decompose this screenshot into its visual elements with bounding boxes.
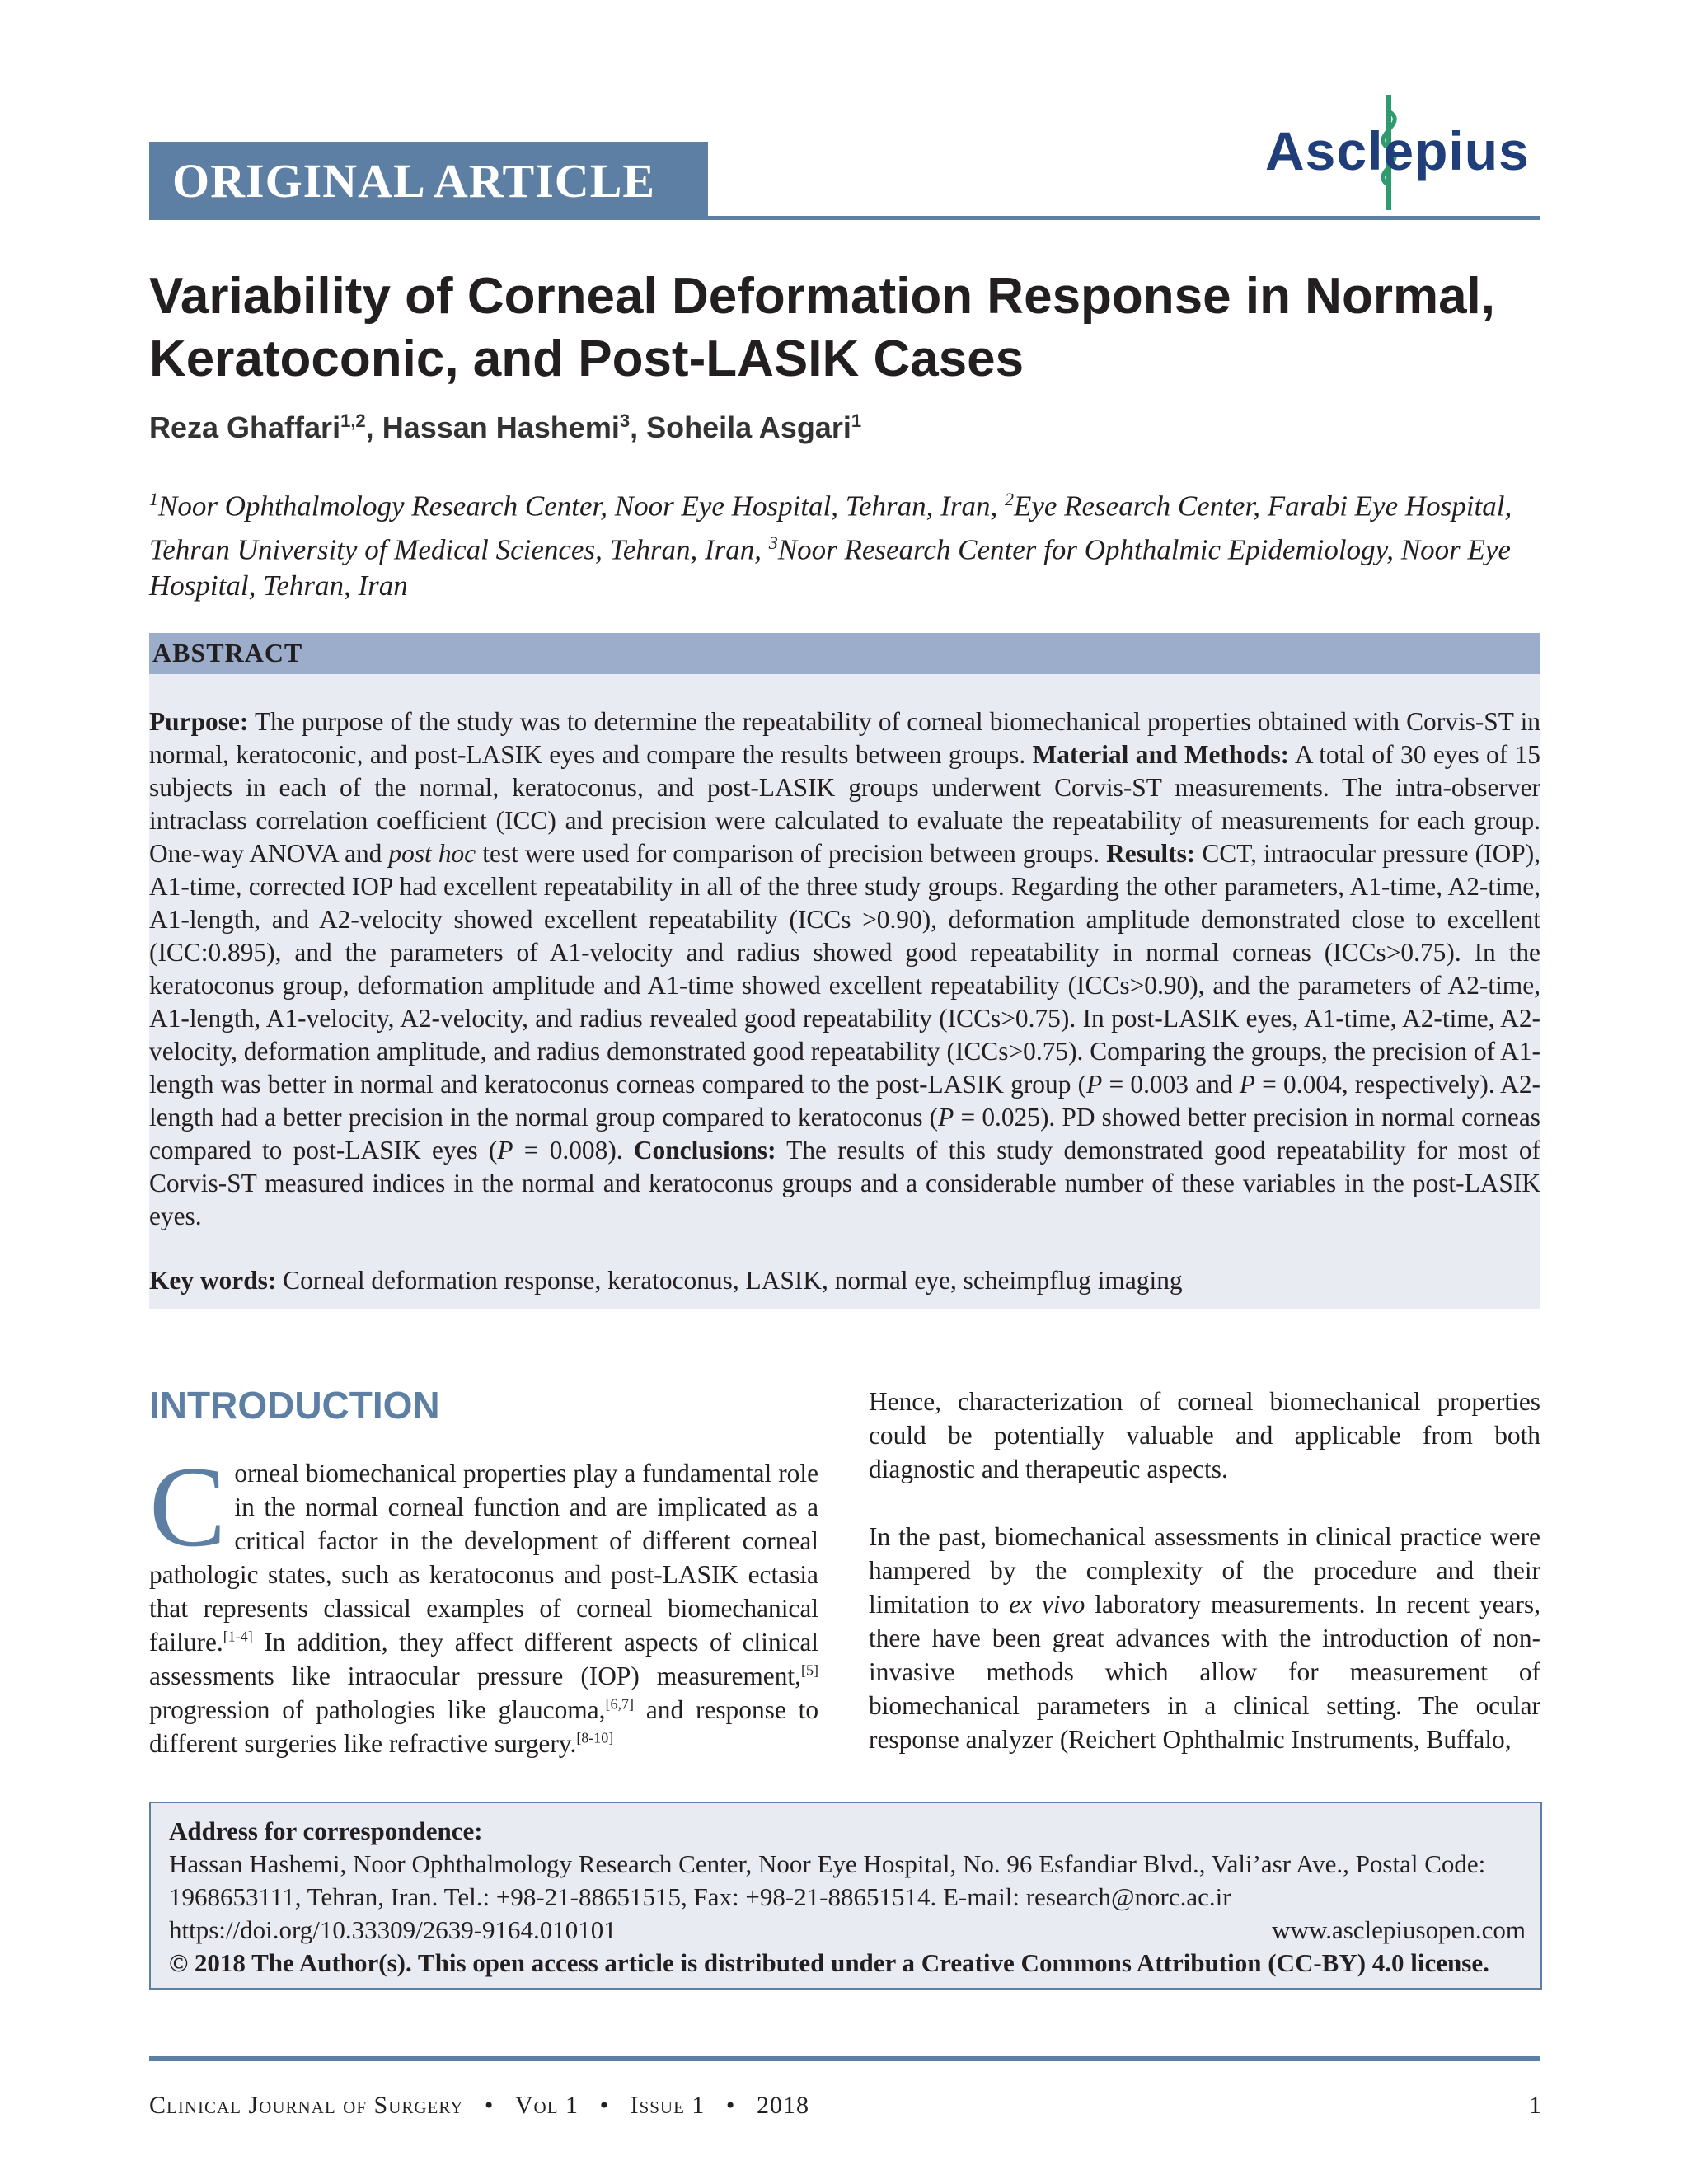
keywords-label: Key words:: [149, 1266, 277, 1295]
paragraph-gap: [869, 1486, 1540, 1520]
year: 2018: [756, 2092, 809, 2119]
header-rule: [149, 216, 1540, 220]
abstract-results: = 0.008).: [513, 1136, 634, 1165]
license-text: © 2018 The Author(s). This open access article is distributed under a Creative Commons Attribution (CC-BY) 4.0 license.: [169, 1948, 1489, 1977]
affiliation-text: Noor Ophthalmology Research Center, Noor Eye Hospital, Tehran, Iran,: [158, 490, 1005, 523]
doi-link[interactable]: https://doi.org/10.33309/2639-9164.010101: [169, 1915, 617, 1944]
abstract-heading: ABSTRACT: [152, 638, 303, 668]
correspondence-label: Address for correspondence:: [169, 1816, 483, 1845]
abstract-text: [149, 705, 1540, 1233]
drop-cap: C: [149, 1443, 227, 1571]
citation-ref: [5]: [801, 1661, 818, 1679]
issue: Issue 1: [630, 2092, 706, 2119]
author-affil-sup: 3: [619, 410, 631, 431]
author-affil-sup: 1,2: [340, 410, 366, 431]
abstract-purpose-label: Purpose:: [149, 707, 249, 736]
p-value-symbol: P: [938, 1103, 954, 1132]
citation-ref: [8-10]: [576, 1729, 614, 1746]
publisher-logo-text: Asclepius: [1265, 120, 1530, 181]
correspondence-box: [149, 1802, 1542, 1990]
citation-ref: [6,7]: [605, 1695, 635, 1713]
keywords: [149, 1266, 1183, 1296]
abstract-purpose: The purpose of the study was to determine the repeatability of corneal biomechanical properties obtained with Corvis-ST in normal, keratoconic, and post-LASIK eyes and compare the results between groups.: [149, 707, 1540, 769]
p-value-symbol: P: [1086, 1070, 1103, 1099]
abstract-methods-label: Material and Methods:: [1032, 740, 1290, 769]
page-number: 1: [1529, 2092, 1541, 2119]
author-affil-sup: 1: [851, 410, 862, 431]
doi-row: [169, 1914, 1526, 1947]
article-type-banner: [149, 142, 708, 218]
body-text: orneal biomechanical properties play a fundamental role in the normal corneal function and are implicated as a critical factor in the development of different corneal pathologic states, such as keratoconus and post-LASIK ectasia that represents classical examples of corneal biomechanical failure.: [149, 1459, 818, 1657]
citation-ref: [1-4]: [223, 1628, 253, 1645]
abstract-heading-bar: [149, 633, 1540, 674]
affiliations: [149, 481, 1550, 604]
abstract-results: = 0.004, respectively). A2-length had a better precision in the normal group compared to keratoconus (: [149, 1070, 1540, 1132]
abstract-methods: test were used for comparison of precision between groups.: [476, 839, 1107, 868]
affiliation-sup: 1: [149, 489, 158, 509]
author-name: Reza Ghaffari: [149, 410, 341, 444]
body-text: laboratory measurements. In recent years, there have been great advances with the introduction of non-invasive methods which allow for measurement of biomechanical parameters in a clinical setting. The ocular response analyzer (Reichert Ophthalmic Instruments, Buffalo,: [869, 1590, 1540, 1754]
body-paragraph: [869, 1520, 1540, 1756]
author-name: Soheila Asgari: [646, 410, 851, 444]
footer-citation: [149, 2092, 809, 2120]
body-column-right: [869, 1385, 1540, 1756]
journal-name: Clinical Journal of Surgery: [149, 2092, 464, 2119]
body-text: progression of pathologies like glaucoma,: [149, 1695, 606, 1724]
affiliation-text: Noor Research Center for Ophthalmic Epidemiology, Noor Eye Hospital, Tehran, Iran: [149, 533, 1511, 602]
author-separator: ,: [630, 410, 647, 444]
p-value-symbol: P: [497, 1136, 513, 1165]
abstract-methods: A total of 30 eyes of 15 subjects in each of the normal, keratoconus, and post-LASIK groups underwent Corvis-ST measurements. The intra-observer intraclass correlation coefficient (ICC) and precision were calculated to evaluate the repeatability of measurements for each group. One-way ANOVA and: [149, 740, 1540, 868]
body-text: In the past, biomechanical assessments in clinical practice were hampered by the complexity of the procedure and their limitation to: [869, 1522, 1540, 1619]
affiliation-text: Eye Research Center, Farabi Eye Hospital, Tehran University of Medical Sciences, Tehran, Iran,: [149, 490, 1512, 566]
body-text: In addition, they affect different aspects of clinical assessments like intraocular pressure (IOP) measurement,: [149, 1628, 818, 1690]
correspondence-content: [169, 1815, 1526, 1980]
keywords-text: Corneal deformation response, keratoconus, LASIK, normal eye, scheimpflug imaging: [276, 1266, 1183, 1295]
abstract-conclusions: The results of this study demonstrated good repeatability for most of Corvis-ST measured indices in the normal and keratoconus groups and a considerable number of these variables in the post-LASIK eyes.: [149, 1136, 1540, 1230]
abstract-results: = 0.025). PD showed better precision in normal corneas compared to post-LASIK eyes (: [149, 1103, 1540, 1165]
abstract-results: = 0.003 and: [1102, 1070, 1240, 1099]
section-heading-introduction: INTRODUCTION: [149, 1384, 440, 1427]
author-name: Hassan Hashemi: [382, 410, 620, 444]
affiliation-sup: 3: [768, 532, 778, 553]
footer-bullet: •: [725, 2092, 736, 2119]
publisher-logo: [1265, 87, 1537, 210]
body-column-left: [149, 1443, 819, 1760]
website-link[interactable]: www.asclepiusopen.com: [1272, 1915, 1526, 1944]
abstract-results: CCT, intraocular pressure (IOP), A1-time, corrected IOP had excellent repeatability in all of the three study groups. Regarding the other parameters, A1-time, A2-time, A1-length, and A2-velocity showed excellent repeatability (ICCs >0.90), deformation amplitude demonstrated close to excellent (ICC:0.895), and the parameters of A1-velocity and radius showed good repeatability in normal corneas (ICCs>0.75). In the keratoconus group, deformation amplitude and A1-time showed excellent repeatability (ICCs>0.90), and the parameters of A2-time, A1-length, A1-velocity, A2-velocity, and radius revealed good repeatability (ICCs>0.75). In post-LASIK eyes, A1-time, A2-time, A2-velocity, deformation amplitude, and radius demonstrated good repeatability (ICCs>0.75). Comparing the groups, the precision of A1-length was better in normal and keratoconus corneas compared to the post-LASIK group (: [149, 839, 1541, 1099]
article-type-label: ORIGINAL ARTICLE: [172, 154, 656, 208]
footer-bullet: •: [484, 2092, 495, 2119]
body-paragraph: Hence, characterization of corneal biomechanical properties could be potentially valuable and applicable from both diagnostic and therapeutic aspects.: [869, 1387, 1540, 1483]
body-italic: ex vivo: [1009, 1590, 1085, 1619]
volume: Vol 1: [514, 2092, 579, 2119]
footer-rule: [149, 2056, 1540, 2061]
abstract-results-label: Results:: [1106, 839, 1196, 868]
p-value-symbol: P: [1239, 1070, 1255, 1099]
author-list: [149, 410, 861, 445]
author-separator: ,: [365, 410, 382, 444]
abstract-box: [149, 674, 1540, 1309]
article-title: Variability of Corneal Deformation Response in Normal, Keratoconic, and Post-LASIK Cases: [149, 268, 1496, 387]
footer-bullet: •: [599, 2092, 610, 2119]
abstract-italic: post hoc: [388, 839, 476, 868]
abstract-conclusions-label: Conclusions:: [633, 1136, 776, 1165]
affiliation-sup: 2: [1004, 489, 1014, 509]
correspondence-address: Hassan Hashemi, Noor Ophthalmology Research Center, Noor Eye Hospital, No. 96 Esfandiar Blvd., Vali’asr Ave., Postal Code: 1968653111, Tehran, Iran. Tel.: +98-21-88651515, Fax: +98-21-88651514. E-mail: research@norc.ac.ir: [169, 1849, 1486, 1911]
body-text: and response to different surgeries like refractive surgery.: [149, 1695, 819, 1758]
